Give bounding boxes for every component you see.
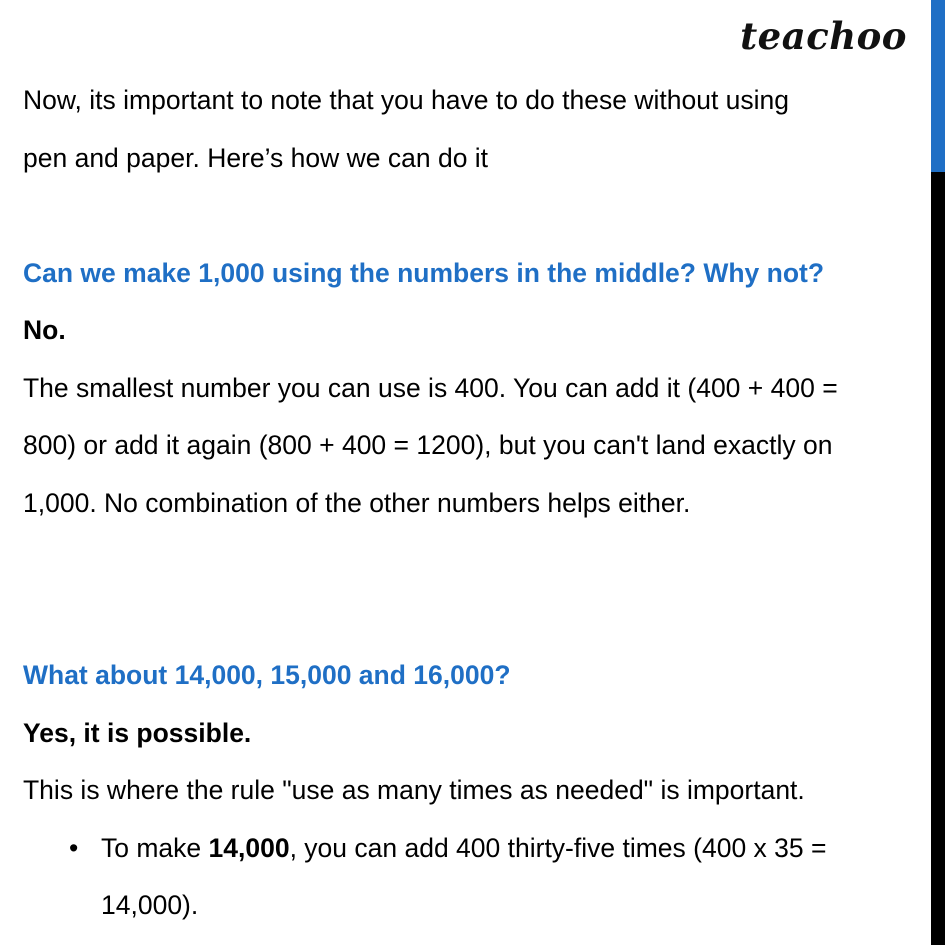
spacer: [23, 532, 913, 590]
spacer: [23, 590, 913, 648]
question-1-explanation-line-2: 800) or add it again (800 + 400 = 1200), but you can't land exactly on: [23, 430, 833, 460]
bullet-line-2: 14,000).: [101, 890, 199, 920]
question-2-answer: Yes, it is possible.: [23, 717, 252, 748]
question-1-explanation-line-3: 1,000. No combination of the other numbers helps either.: [23, 487, 691, 518]
intro-line-1: Now, its important to note that you have to do these without using: [23, 85, 790, 115]
intro-line-2: pen and paper. Here’s how we can do it: [23, 142, 489, 173]
bullet-item: [23, 820, 913, 935]
question-1-heading: Can we make 1,000 using the numbers in the middle? Why not?: [23, 257, 825, 288]
question-1-explanation-line-1: The smallest number you can use is 400. You can add it (400 + 400 =: [23, 372, 838, 403]
question-2-heading: What about 14,000, 15,000 and 16,000?: [23, 660, 511, 690]
document-body: [23, 72, 913, 935]
bullet-prefix: To make: [101, 832, 209, 863]
bullet-bold-value: 14,000: [208, 832, 290, 863]
bullet-icon: •: [69, 832, 79, 863]
question-1-answer: No.: [23, 315, 66, 345]
bullet-line-1: [101, 820, 913, 878]
side-scrollbar[interactable]: [931, 0, 945, 945]
question-2-explanation: This is where the rule "use as many times as needed" is important.: [23, 775, 805, 805]
side-scrollbar-thumb[interactable]: [931, 0, 945, 172]
teachoo-logo: teachoo: [740, 14, 907, 58]
spacer: [23, 187, 913, 245]
bullet-suffix: , you can add 400 thirty-five times (400 x 35 =: [289, 832, 827, 863]
